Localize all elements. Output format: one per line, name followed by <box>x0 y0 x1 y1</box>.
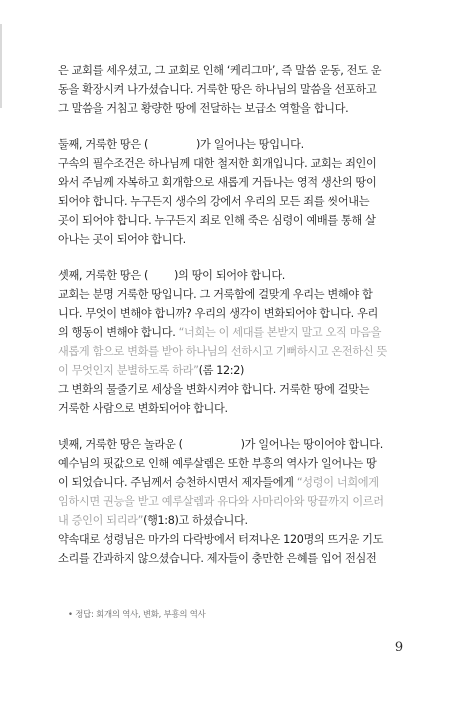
scripture-quote: 새롭게 함으로 변화를 받아 하나님의 선하시고 기뻐하시고 온전하신 뜻 <box>58 345 387 358</box>
heading-part: )가 일어나는 땅이어야 합니다. <box>240 438 383 451</box>
text-line: 되어야 합니다. 누구든지 생수의 강에서 우리의 모든 죄를 씻어내는 <box>58 195 370 208</box>
text-part: 의 행동이 변해야 합니다. <box>58 326 179 339</box>
text-part: 고 하셨습니다. <box>178 514 248 527</box>
heading-line-3 <box>58 269 413 283</box>
text-line: 예수님의 핏값으로 인해 예루살렘은 또한 부흥의 역사가 일어나는 땅 <box>58 457 377 470</box>
text-line: 거룩한 사람으로 변화되어야 합니다. <box>58 402 228 415</box>
text-line: 곳이 되어야 합니다. 누구든지 죄로 인해 죽은 심령이 예배를 통해 살 <box>58 214 376 227</box>
text-line <box>58 514 413 528</box>
heading-part: 둘째, 거룩한 땅은 ( <box>58 138 149 151</box>
text-line: 소리를 간과하지 않으셨습니다. 제자들이 충만한 은혜를 입어 전심전 <box>58 552 377 565</box>
text-line: 그 변화의 물줄기로 세상을 변화시켜야 합니다. 거룩한 땅에 걸맞는 <box>58 383 370 396</box>
heading-part: )의 땅이 되어야 합니다. <box>174 269 286 282</box>
scripture-reference: (행1:8) <box>143 514 179 527</box>
text-part: 이 되었습니다. 주님께서 승천하시면서 제자들에게 <box>58 476 297 489</box>
scripture-reference: (롬 12:2) <box>198 364 244 377</box>
text-line: 니다. 무엇이 변해야 합니까? 우리의 생각이 변화되어야 합니다. 우리 <box>58 307 378 320</box>
heading-line-2 <box>58 138 413 152</box>
scripture-quote: 임하시면 권능을 받고 예루살렘과 유다와 사마리아와 땅끝까지 이르러 <box>58 495 384 508</box>
text-line: 아나는 곳이 되어야 합니다. <box>58 233 186 246</box>
text-line: 구속의 필수조건은 하나님께 대한 철저한 회개입니다. 교회는 죄인이 <box>58 157 377 170</box>
scripture-quote: “성령이 너희에게 <box>296 476 379 489</box>
heading-part: )가 일어나는 땅입니다. <box>196 138 304 151</box>
margin-rule <box>0 24 2 108</box>
scripture-quote: 이 무엇인지 분별하도록 하라” <box>58 364 199 377</box>
text-line: 교회는 분명 거룩한 땅입니다. 그 거룩함에 걸맞게 우리는 변해야 합 <box>58 288 373 301</box>
text-line <box>58 476 413 490</box>
footnote-answers: • 정답: 회개의 역사, 변화, 부흥의 역사 <box>68 609 206 619</box>
text-line <box>58 326 413 340</box>
text-line: 동을 확장시켜 나가셨습니다. 거룩한 땅은 하나님의 말씀을 선포하고 <box>58 83 377 96</box>
text-line: 와서 주님께 자복하고 회개함으로 새롭게 거듭나는 영적 생산의 땅이 <box>58 176 377 189</box>
heading-part: 셋째, 거룩한 땅은 ( <box>58 269 149 282</box>
text-line <box>58 364 413 378</box>
scripture-quote: “너희는 이 세대를 본받지 말고 오직 마음을 <box>178 326 382 339</box>
heading-part: 넷째, 거룩한 땅은 놀라운 ( <box>58 438 183 451</box>
text-line: 약속대로 성령님은 마가의 다락방에서 터져나온 120명의 뜨거운 기도 <box>58 533 384 546</box>
heading-line-4 <box>58 438 413 452</box>
page-number: 9 <box>394 640 404 655</box>
text-line: 그 말씀을 거침고 황량한 땅에 전달하는 보급소 역할을 합니다. <box>58 102 349 115</box>
text-line: 은 교회를 세우셨고, 그 교회로 인해 ‘케리그마’, 즉 말씀 운동, 전도 운 <box>58 64 382 77</box>
scripture-quote: 내 증인이 되리라” <box>58 514 144 527</box>
